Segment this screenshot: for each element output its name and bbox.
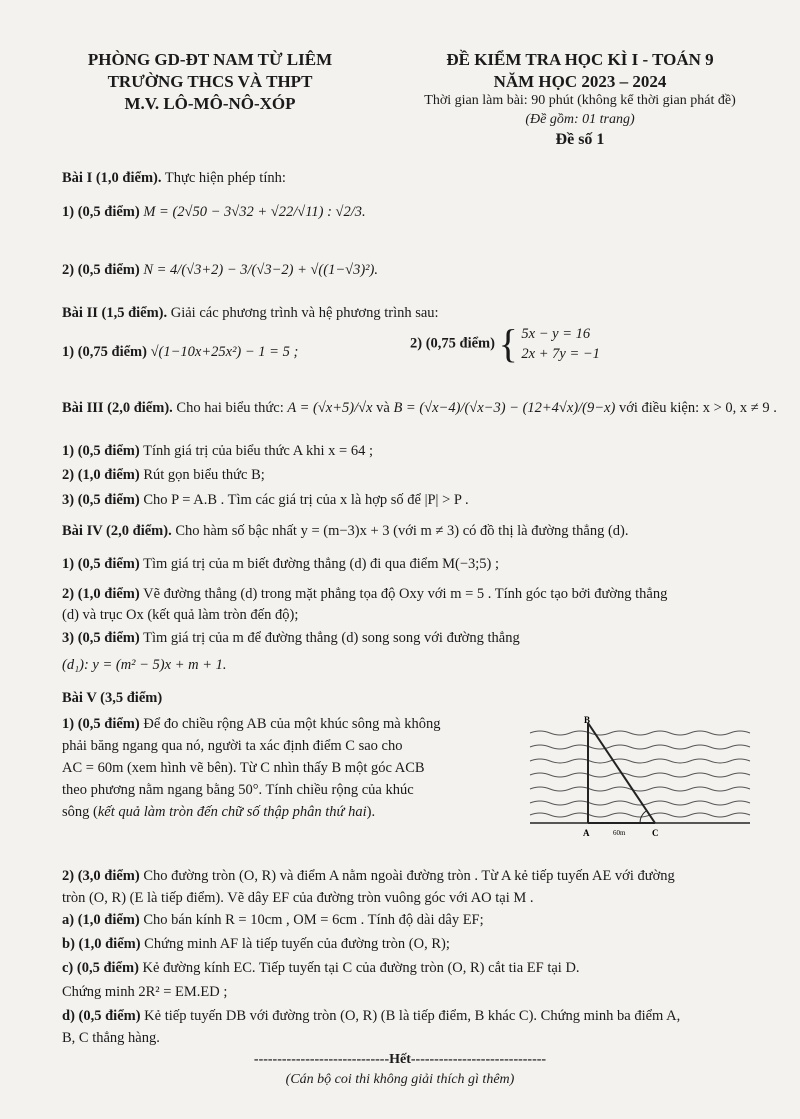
river-figure <box>520 715 760 845</box>
exam-title: ĐỀ KIỂM TRA HỌC KÌ I - TOÁN 9 <box>446 50 714 69</box>
question-5-1-line5: sông (kết quả làm tròn đến chữ số thập phân thứ hai). <box>62 804 376 820</box>
exam-code: Đề số 1 <box>555 131 605 148</box>
question-2-2: 2) (0,75 điểm) { 5x − y = 16 2x + 7y = −1 <box>410 321 600 366</box>
question-1-1: 1) (0,5 điểm) M = (2√50 − 3√32 + √22/√11) : √2/3. <box>62 204 366 220</box>
question-4-3: 3) (0,5 điểm) Tìm giá trị của m để đường thẳng (d) song song với đường thẳng <box>62 630 520 646</box>
end-marker: -----------------------------Hết----------------------------- <box>253 1052 547 1067</box>
question-3-1: 1) (0,5 điểm) Tính giá trị của biểu thức A khi x = 64 ; <box>62 443 373 459</box>
school-name-2: M.V. LÔ-MÔ-NÔ-XÓP <box>124 94 296 113</box>
question-5-2c: c) (0,5 điểm) Kẻ đường kính EC. Tiếp tuyến tại C của đường tròn (O, R) cắt tia EF tại D. <box>62 960 580 976</box>
page-count: (Đề gồm: 01 trang) <box>525 112 635 127</box>
school-name: TRƯỜNG THCS VÀ THPT <box>107 72 313 91</box>
question-4-2: 2) (1,0 điểm) Vẽ đường thẳng (d) trong mặt phẳng tọa độ Oxy với m = 5 . Tính góc tạo bởi đường thẳng <box>62 586 668 602</box>
question-5-1-line2: phải băng ngang qua nó, người ta xác định điểm C sao cho <box>62 738 403 754</box>
question-4-3-line: (d₁): y = (m² − 5)x + m + 1. <box>62 657 227 673</box>
exam-duration: Thời gian làm bài: 90 phút (không kể thời gian phát đề) <box>424 93 736 108</box>
question-5-2c-cont: Chứng minh 2R² = EM.ED ; <box>62 984 228 1000</box>
question-5-2-line2: tròn (O, R) (E là tiếp điểm). Vẽ dây EF của đường tròn vuông góc với AO tại M . <box>62 890 534 906</box>
section-1-heading: Bài I (1,0 điểm). Thực hiện phép tính: <box>62 170 286 186</box>
school-year: NĂM HỌC 2023 – 2024 <box>493 72 667 91</box>
section-2-heading: Bài II (1,5 điểm). Giải các phương trình và hệ phương trình sau: <box>62 305 439 321</box>
question-2-1: 1) (0,75 điểm) √(1−10x+25x²) − 1 = 5 ; <box>62 344 299 360</box>
question-5-1-line1: 1) (0,5 điểm) Để đo chiều rộng AB của một khúc sông mà không <box>62 716 441 732</box>
river-waves <box>530 731 750 817</box>
question-5-2d: d) (0,5 điểm) Kẻ tiếp tuyến DB với đường tròn (O, R) (B là tiếp điểm, B khác C). Chứng minh ba điểm A, <box>62 1008 681 1024</box>
segment-BC <box>588 723 655 823</box>
fig-label-length: 60m <box>613 829 626 837</box>
question-3-3: 3) (0,5 điểm) Cho P = A.B . Tìm các giá trị của x là hợp số để |P| > P . <box>62 492 469 508</box>
question-1-2: 2) (0,5 điểm) N = 4/(√3+2) − 3/(√3−2) + √((1−√3)²). <box>62 262 378 278</box>
fig-label-A: A <box>583 828 590 838</box>
question-3-2: 2) (1,0 điểm) Rút gọn biểu thức B; <box>62 467 265 483</box>
question-5-2d-cont: B, C thẳng hàng. <box>62 1030 160 1046</box>
section-4-heading: Bài IV (2,0 điểm). Cho hàm số bậc nhất y = (m−3)x + 3 (với m ≠ 3) có đồ thị là đường thẳng (d). <box>62 523 629 539</box>
system-eq-2: 2x + 7y = −1 <box>521 346 600 362</box>
question-5-1-line4: theo phương nằm ngang bằng 50°. Tính chiều rộng của khúc <box>62 782 414 798</box>
proctor-note: (Cán bộ coi thi không giải thích gì thêm) <box>285 1072 515 1087</box>
fig-label-B: B <box>584 715 591 725</box>
question-5-2b: b) (1,0 điểm) Chứng minh AF là tiếp tuyến của đường tròn (O, R); <box>62 936 450 952</box>
question-4-2-cont: (d) và trục Ox (kết quả làm tròn đến độ); <box>62 607 299 623</box>
department-name: PHÒNG GD-ĐT NAM TỪ LIÊM <box>87 50 333 69</box>
section-5-heading: Bài V (3,5 điểm) <box>62 690 163 706</box>
question-5-2-line1: 2) (3,0 điểm) Cho đường tròn (O, R) và điểm A nằm ngoài đường tròn . Từ A kẻ tiếp tuyến AE với đường <box>62 868 675 884</box>
question-5-1-line3: AC = 60m (xem hình vẽ bên). Từ C nhìn thấy B một góc ACB <box>62 760 425 776</box>
fig-label-C: C <box>652 828 659 838</box>
question-4-1: 1) (0,5 điểm) Tìm giá trị của m biết đường thẳng (d) đi qua điểm M(−3;5) ; <box>62 556 500 572</box>
section-3-heading: Bài III (2,0 điểm). Cho hai biểu thức: A = (√x+5)/√x và B = (√x−4)/(√x−3) − (12+4√x)/(9−x) với điều kiện: x > 0, x ≠ 9 . <box>62 400 777 416</box>
system-eq-1: 5x − y = 16 <box>521 326 591 342</box>
question-5-2a: a) (1,0 điểm) Cho bán kính R = 10cm , OM = 6cm . Tính độ dài dây EF; <box>62 912 484 928</box>
